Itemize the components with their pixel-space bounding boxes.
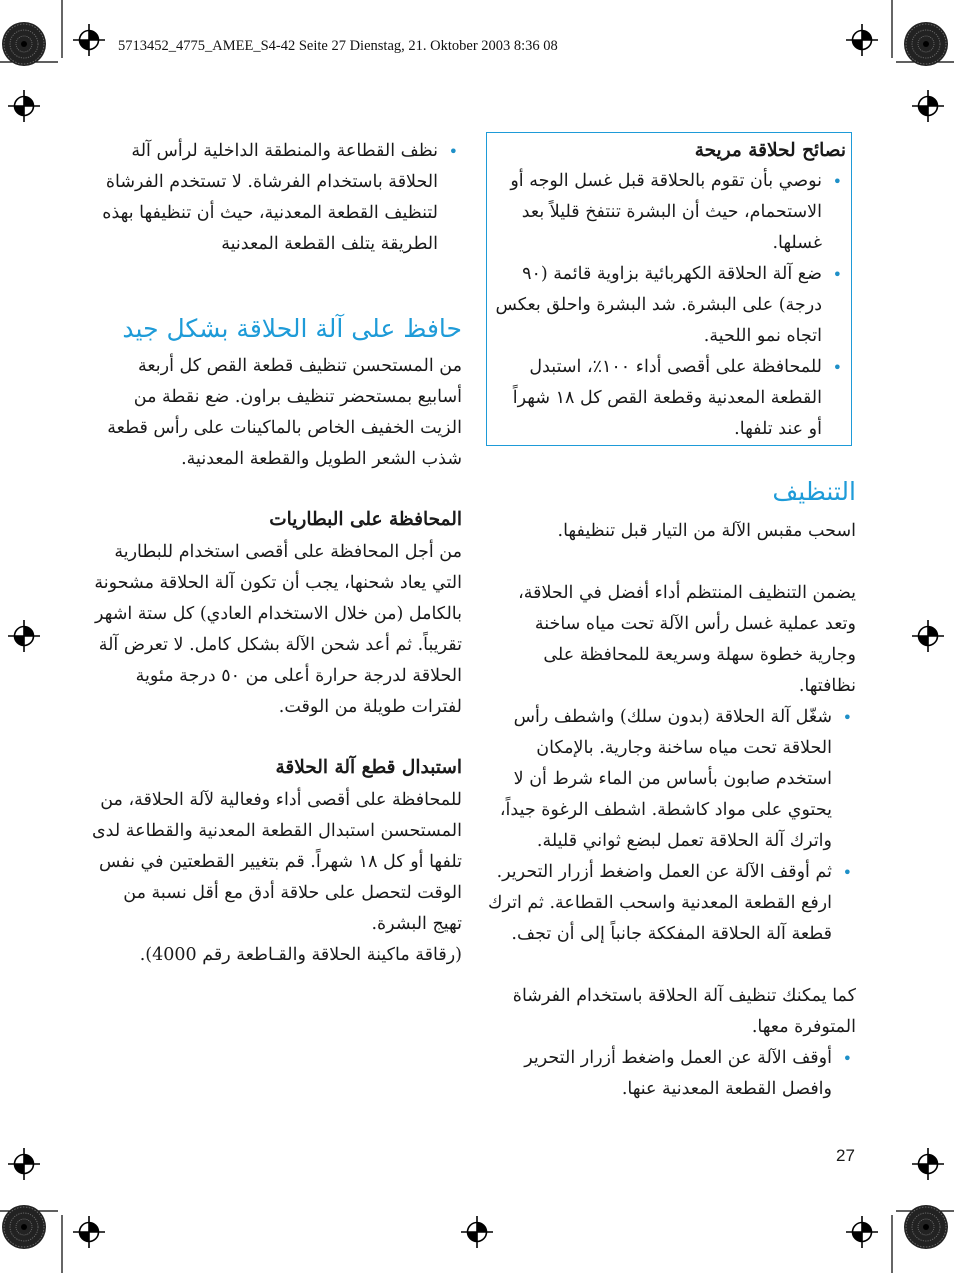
bullet-icon: •	[832, 265, 842, 284]
cleaning-section	[486, 474, 856, 1105]
list-item: • شغّل آلة الحلاقة (بدون سلك) واشطف رأس الحلاقة تحت مياه ساخنة وجارية. بالإمكان استخدم صابون بأساس من الماء شرط أن لا يحتوي على مواد كاشطة. اشطف الرغوة جيداً، واترك آلة الحلاقة تعمل لبضع ثواني قليلة.	[486, 702, 856, 857]
list-item: • للمحافظة على أقصى أداء ١٠٠٪، استبدل القطعة المعدنية وقطعة القص كل ١٨ شهراً أو عند تلفها.	[494, 352, 846, 445]
list-item: • نوصي بأن تقوم بالحلاقة قبل غسل الوجه أو الاستحمام، حيث أن البشرة تنتفخ قليلاً بعد غسلها.	[494, 166, 846, 259]
cleaning-intro: اسحب مقبس الآلة من التيار قبل تنظيفها.	[557, 521, 856, 541]
battery-heading: المحافظة على البطاريات	[269, 509, 462, 530]
cleaning-heading: التنظيف	[772, 477, 856, 506]
list-item: • ضع آلة الحلاقة الكهربائية بزاوية قائمة (٩٠ درجة) على البشرة. شد البشرة واحلق بعكس اتجاه نمو اللحية.	[494, 259, 846, 352]
bullet-icon: •	[842, 1049, 852, 1068]
left-column	[90, 136, 462, 971]
tips-box-content	[494, 136, 846, 445]
bullet-icon: •	[842, 863, 852, 882]
bullet-icon: •	[842, 708, 852, 727]
replace-parts-heading: استبدال قطع آلة الحلاقة	[275, 757, 462, 778]
replace-parts-text: للمحافظة على أقصى أداء وفعالية لآلة الحلاقة، من المستحسن استبدال القطعة المعدنية والقطاعة لدى تلفها أو كل ١٨ شهراً. قم بتغيير القطعتين في نفس الوقت لتحصل على حلاقة أدق مع أقل نسبة من تهيج البشرة.	[91, 790, 462, 934]
maintain-heading: حافظ على آلة الحلاقة بشكل جيد	[122, 314, 462, 343]
maintain-text: من المستحسن تنظيف قطعة القص كل أربعة أسابيع بمستحضر تنظيف براون. ضع نقطة من الزيت الخفيف الخاص بالماكينات على رأس قطعة شذب الشعر الطويل والقطعة المعدنية.	[107, 356, 462, 469]
bullet-icon: •	[832, 358, 842, 377]
list-item: • ثم أوقف الآلة عن العمل واضغط أزرار التحرير. ارفع القطعة المعدنية واسحب القطاعة. ثم اترك قطعة آلة الحلاقة المفككة جانباً إلى أن تجف.	[486, 857, 856, 950]
brush-steps-list	[486, 1043, 856, 1105]
brush-cleaning-text: كما يمكنك تنظيف آلة الحلاقة باستخدام الفرشاة المتوفرة معها.	[512, 986, 856, 1037]
replace-parts-note: (رقاقة ماكينة الحلاقة والقـاطعة رقم 4000).	[139, 945, 462, 965]
tips-list	[494, 166, 846, 445]
print-header: 5713452_4775_AMEE_S4-42 Seite 27 Dienstag, 21. Oktober 2003 8:36 08	[118, 38, 558, 54]
cleaning-paragraph: يضمن التنظيف المنتظم أداء أفضل في الحلاقة، وتعد عملية غسل رأس الآلة تحت مياه ساخنة وجارية خطوة سهلة وسريعة للمحافظة على نظافتها.	[518, 583, 856, 696]
top-bullet-list	[90, 136, 462, 260]
cleaning-steps-list	[486, 702, 856, 950]
page-number: 27	[836, 1146, 855, 1165]
bullet-icon: •	[448, 142, 458, 161]
battery-text: من أجل المحافظة على أقصى استخدام للبطارية التي يعاد شحنها، يجب أن تكون آلة الحلاقة مشحونة بالكامل (من خلال الاستخدام العادي) كل ستة اشهر تقريباً. ثم أعد شحن الآلة بشكل كامل. لا تعرض آلة الحلاقة لدرجة حرارة أعلى من ٥٠ درجة مئوية لفترات طويلة من الوقت.	[94, 542, 462, 717]
tips-heading: نصائح لحلاقة مريحة	[694, 140, 846, 161]
list-item: • أوقف الآلة عن العمل واضغط أزرار التحرير وافصل القطعة المعدنية عنها.	[486, 1043, 856, 1105]
bullet-icon: •	[832, 172, 842, 191]
list-item: • نظف القطاعة والمنطقة الداخلية لرأس آلة الحلاقة باستخدام الفرشاة. لا تستخدم الفرشاة لتنظيف القطعة المعدنية، حيث أن تنظيفها بهذه الطريقة يتلف القطعة المعدنية	[90, 136, 462, 260]
